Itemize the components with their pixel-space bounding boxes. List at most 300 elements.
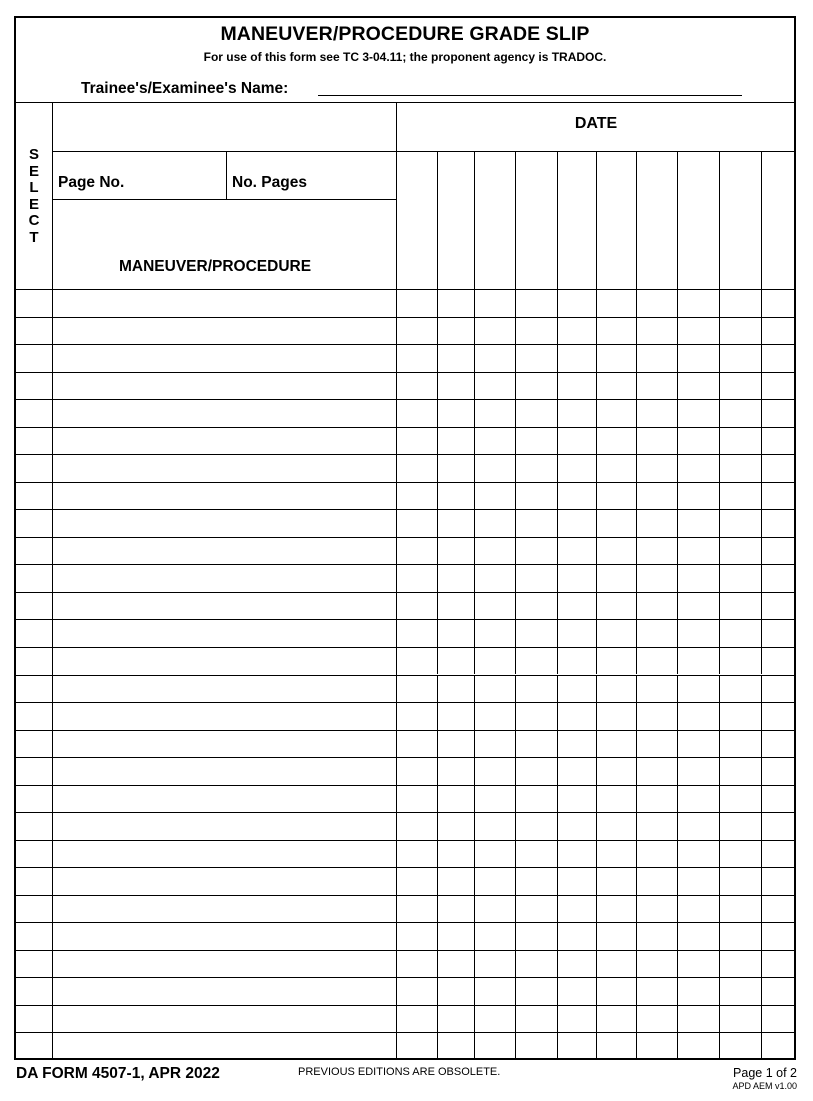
grade-cell[interactable] bbox=[396, 345, 437, 372]
select-cell[interactable] bbox=[16, 676, 52, 703]
grade-cell[interactable] bbox=[557, 703, 596, 730]
grade-cell[interactable] bbox=[437, 786, 474, 813]
grade-cell[interactable] bbox=[636, 593, 677, 620]
grade-cell[interactable] bbox=[437, 978, 474, 1005]
grade-cell[interactable] bbox=[719, 731, 761, 758]
grade-cell[interactable] bbox=[719, 703, 761, 730]
grade-cell[interactable] bbox=[761, 951, 796, 978]
grade-cell[interactable] bbox=[557, 483, 596, 510]
grade-cell[interactable] bbox=[396, 841, 437, 868]
grade-cell[interactable] bbox=[719, 923, 761, 950]
grade-cell[interactable] bbox=[474, 289, 515, 317]
select-cell[interactable] bbox=[16, 400, 52, 427]
grade-cell[interactable] bbox=[437, 565, 474, 592]
grade-cell[interactable] bbox=[437, 345, 474, 372]
grade-cell[interactable] bbox=[677, 703, 719, 730]
grade-cell[interactable] bbox=[761, 345, 796, 372]
grade-cell[interactable] bbox=[761, 318, 796, 345]
grade-cell[interactable] bbox=[636, 565, 677, 592]
maneuver-cell[interactable] bbox=[53, 648, 396, 675]
select-cell[interactable] bbox=[16, 868, 52, 895]
grade-cell[interactable] bbox=[636, 868, 677, 895]
grade-cell[interactable] bbox=[515, 951, 557, 978]
grade-cell[interactable] bbox=[515, 978, 557, 1005]
grade-cell[interactable] bbox=[474, 813, 515, 840]
grade-cell[interactable] bbox=[596, 1033, 636, 1060]
grade-cell[interactable] bbox=[396, 373, 437, 400]
grade-cell[interactable] bbox=[515, 841, 557, 868]
maneuver-cell[interactable] bbox=[53, 1006, 396, 1033]
grade-cell[interactable] bbox=[474, 868, 515, 895]
maneuver-cell[interactable] bbox=[53, 841, 396, 868]
grade-cell[interactable] bbox=[557, 400, 596, 427]
grade-cell[interactable] bbox=[557, 758, 596, 785]
grade-cell[interactable] bbox=[636, 841, 677, 868]
grade-cell[interactable] bbox=[515, 648, 557, 675]
grade-cell[interactable] bbox=[437, 868, 474, 895]
grade-cell[interactable] bbox=[515, 813, 557, 840]
grade-cell[interactable] bbox=[396, 620, 437, 647]
grade-cell[interactable] bbox=[596, 428, 636, 455]
grade-cell[interactable] bbox=[437, 289, 474, 317]
grade-cell[interactable] bbox=[719, 510, 761, 537]
grade-cell[interactable] bbox=[474, 318, 515, 345]
select-cell[interactable] bbox=[16, 483, 52, 510]
select-cell[interactable] bbox=[16, 428, 52, 455]
select-cell[interactable] bbox=[16, 1033, 52, 1060]
maneuver-cell[interactable] bbox=[53, 813, 396, 840]
select-cell[interactable] bbox=[16, 703, 52, 730]
select-cell[interactable] bbox=[16, 345, 52, 372]
grade-cell[interactable] bbox=[437, 593, 474, 620]
grade-cell[interactable] bbox=[596, 841, 636, 868]
grade-cell[interactable] bbox=[677, 1033, 719, 1060]
grade-cell[interactable] bbox=[557, 289, 596, 317]
grade-cell[interactable] bbox=[396, 318, 437, 345]
grade-cell[interactable] bbox=[636, 318, 677, 345]
grade-cell[interactable] bbox=[396, 868, 437, 895]
grade-cell[interactable] bbox=[677, 868, 719, 895]
grade-cell[interactable] bbox=[719, 538, 761, 565]
trainee-name-field[interactable] bbox=[318, 95, 742, 96]
grade-cell[interactable] bbox=[557, 373, 596, 400]
grade-cell[interactable] bbox=[557, 786, 596, 813]
grade-cell[interactable] bbox=[557, 345, 596, 372]
grade-cell[interactable] bbox=[396, 483, 437, 510]
grade-cell[interactable] bbox=[557, 318, 596, 345]
grade-cell[interactable] bbox=[677, 951, 719, 978]
grade-cell[interactable] bbox=[474, 1006, 515, 1033]
grade-cell[interactable] bbox=[636, 1006, 677, 1033]
grade-cell[interactable] bbox=[719, 676, 761, 703]
grade-cell[interactable] bbox=[719, 373, 761, 400]
grade-cell[interactable] bbox=[596, 648, 636, 675]
grade-cell[interactable] bbox=[761, 483, 796, 510]
grade-cell[interactable] bbox=[636, 758, 677, 785]
grade-cell[interactable] bbox=[557, 868, 596, 895]
grade-cell[interactable] bbox=[515, 593, 557, 620]
grade-cell[interactable] bbox=[557, 428, 596, 455]
grade-cell[interactable] bbox=[677, 648, 719, 675]
grade-cell[interactable] bbox=[636, 538, 677, 565]
grade-cell[interactable] bbox=[761, 978, 796, 1005]
grade-cell[interactable] bbox=[474, 400, 515, 427]
grade-cell[interactable] bbox=[636, 620, 677, 647]
select-cell[interactable] bbox=[16, 565, 52, 592]
select-cell[interactable] bbox=[16, 786, 52, 813]
grade-cell[interactable] bbox=[677, 373, 719, 400]
grade-cell[interactable] bbox=[636, 289, 677, 317]
grade-cell[interactable] bbox=[515, 455, 557, 482]
grade-cell[interactable] bbox=[719, 483, 761, 510]
grade-cell[interactable] bbox=[437, 620, 474, 647]
grade-cell[interactable] bbox=[596, 1006, 636, 1033]
grade-cell[interactable] bbox=[437, 1006, 474, 1033]
grade-cell[interactable] bbox=[636, 648, 677, 675]
grade-cell[interactable] bbox=[515, 896, 557, 923]
grade-cell[interactable] bbox=[719, 951, 761, 978]
grade-cell[interactable] bbox=[677, 731, 719, 758]
grade-cell[interactable] bbox=[437, 455, 474, 482]
grade-cell[interactable] bbox=[474, 731, 515, 758]
grade-cell[interactable] bbox=[596, 373, 636, 400]
grade-cell[interactable] bbox=[474, 951, 515, 978]
grade-cell[interactable] bbox=[396, 593, 437, 620]
grade-cell[interactable] bbox=[515, 758, 557, 785]
grade-cell[interactable] bbox=[437, 510, 474, 537]
grade-cell[interactable] bbox=[761, 289, 796, 317]
grade-cell[interactable] bbox=[761, 703, 796, 730]
grade-cell[interactable] bbox=[515, 1033, 557, 1060]
grade-cell[interactable] bbox=[677, 593, 719, 620]
grade-cell[interactable] bbox=[396, 731, 437, 758]
grade-cell[interactable] bbox=[677, 565, 719, 592]
grade-cell[interactable] bbox=[396, 648, 437, 675]
grade-cell[interactable] bbox=[596, 593, 636, 620]
grade-cell[interactable] bbox=[474, 896, 515, 923]
grade-cell[interactable] bbox=[596, 289, 636, 317]
grade-cell[interactable] bbox=[474, 565, 515, 592]
grade-cell[interactable] bbox=[474, 345, 515, 372]
grade-cell[interactable] bbox=[396, 400, 437, 427]
grade-cell[interactable] bbox=[636, 510, 677, 537]
grade-cell[interactable] bbox=[761, 896, 796, 923]
grade-cell[interactable] bbox=[474, 510, 515, 537]
grade-cell[interactable] bbox=[437, 400, 474, 427]
grade-cell[interactable] bbox=[719, 289, 761, 317]
grade-cell[interactable] bbox=[515, 289, 557, 317]
grade-cell[interactable] bbox=[596, 620, 636, 647]
grade-cell[interactable] bbox=[396, 978, 437, 1005]
grade-cell[interactable] bbox=[596, 538, 636, 565]
grade-cell[interactable] bbox=[437, 951, 474, 978]
grade-cell[interactable] bbox=[719, 841, 761, 868]
grade-cell[interactable] bbox=[677, 318, 719, 345]
grade-cell[interactable] bbox=[396, 703, 437, 730]
grade-cell[interactable] bbox=[396, 538, 437, 565]
grade-cell[interactable] bbox=[557, 455, 596, 482]
maneuver-cell[interactable] bbox=[53, 868, 396, 895]
grade-cell[interactable] bbox=[677, 923, 719, 950]
grade-cell[interactable] bbox=[437, 813, 474, 840]
maneuver-cell[interactable] bbox=[53, 289, 396, 317]
grade-cell[interactable] bbox=[677, 676, 719, 703]
grade-cell[interactable] bbox=[677, 758, 719, 785]
select-cell[interactable] bbox=[16, 923, 52, 950]
grade-cell[interactable] bbox=[677, 345, 719, 372]
maneuver-cell[interactable] bbox=[53, 455, 396, 482]
grade-cell[interactable] bbox=[596, 676, 636, 703]
maneuver-cell[interactable] bbox=[53, 731, 396, 758]
select-cell[interactable] bbox=[16, 593, 52, 620]
grade-cell[interactable] bbox=[596, 565, 636, 592]
grade-cell[interactable] bbox=[474, 676, 515, 703]
grade-cell[interactable] bbox=[761, 1033, 796, 1060]
grade-cell[interactable] bbox=[636, 951, 677, 978]
grade-cell[interactable] bbox=[761, 428, 796, 455]
select-cell[interactable] bbox=[16, 813, 52, 840]
grade-cell[interactable] bbox=[515, 538, 557, 565]
grade-cell[interactable] bbox=[761, 786, 796, 813]
grade-cell[interactable] bbox=[719, 565, 761, 592]
grade-cell[interactable] bbox=[761, 676, 796, 703]
grade-cell[interactable] bbox=[719, 648, 761, 675]
grade-cell[interactable] bbox=[515, 565, 557, 592]
grade-cell[interactable] bbox=[437, 428, 474, 455]
grade-cell[interactable] bbox=[761, 813, 796, 840]
maneuver-cell[interactable] bbox=[53, 483, 396, 510]
grade-cell[interactable] bbox=[396, 758, 437, 785]
maneuver-cell[interactable] bbox=[53, 345, 396, 372]
grade-cell[interactable] bbox=[437, 758, 474, 785]
grade-cell[interactable] bbox=[557, 731, 596, 758]
grade-cell[interactable] bbox=[761, 400, 796, 427]
grade-cell[interactable] bbox=[515, 483, 557, 510]
maneuver-cell[interactable] bbox=[53, 318, 396, 345]
grade-cell[interactable] bbox=[719, 1006, 761, 1033]
grade-cell[interactable] bbox=[557, 593, 596, 620]
grade-cell[interactable] bbox=[474, 758, 515, 785]
grade-cell[interactable] bbox=[719, 758, 761, 785]
grade-cell[interactable] bbox=[396, 428, 437, 455]
grade-cell[interactable] bbox=[719, 593, 761, 620]
grade-cell[interactable] bbox=[677, 1006, 719, 1033]
grade-cell[interactable] bbox=[761, 593, 796, 620]
grade-cell[interactable] bbox=[515, 373, 557, 400]
grade-cell[interactable] bbox=[474, 841, 515, 868]
grade-cell[interactable] bbox=[636, 373, 677, 400]
maneuver-cell[interactable] bbox=[53, 951, 396, 978]
grade-cell[interactable] bbox=[636, 813, 677, 840]
grade-cell[interactable] bbox=[636, 428, 677, 455]
grade-cell[interactable] bbox=[636, 978, 677, 1005]
grade-cell[interactable] bbox=[761, 1006, 796, 1033]
grade-cell[interactable] bbox=[636, 1033, 677, 1060]
grade-cell[interactable] bbox=[557, 648, 596, 675]
grade-cell[interactable] bbox=[719, 318, 761, 345]
grade-cell[interactable] bbox=[719, 428, 761, 455]
grade-cell[interactable] bbox=[596, 923, 636, 950]
maneuver-cell[interactable] bbox=[53, 896, 396, 923]
grade-cell[interactable] bbox=[596, 483, 636, 510]
grade-cell[interactable] bbox=[396, 951, 437, 978]
grade-cell[interactable] bbox=[677, 841, 719, 868]
grade-cell[interactable] bbox=[396, 923, 437, 950]
grade-cell[interactable] bbox=[557, 896, 596, 923]
grade-cell[interactable] bbox=[596, 731, 636, 758]
grade-cell[interactable] bbox=[515, 676, 557, 703]
grade-cell[interactable] bbox=[557, 510, 596, 537]
grade-cell[interactable] bbox=[636, 703, 677, 730]
maneuver-cell[interactable] bbox=[53, 428, 396, 455]
grade-cell[interactable] bbox=[596, 345, 636, 372]
grade-cell[interactable] bbox=[677, 428, 719, 455]
grade-cell[interactable] bbox=[474, 978, 515, 1005]
grade-cell[interactable] bbox=[761, 565, 796, 592]
grade-cell[interactable] bbox=[474, 703, 515, 730]
maneuver-cell[interactable] bbox=[53, 593, 396, 620]
grade-cell[interactable] bbox=[719, 978, 761, 1005]
grade-cell[interactable] bbox=[761, 620, 796, 647]
grade-cell[interactable] bbox=[636, 455, 677, 482]
maneuver-cell[interactable] bbox=[53, 620, 396, 647]
grade-cell[interactable] bbox=[596, 510, 636, 537]
grade-cell[interactable] bbox=[515, 1006, 557, 1033]
grade-cell[interactable] bbox=[515, 786, 557, 813]
grade-cell[interactable] bbox=[719, 786, 761, 813]
grade-cell[interactable] bbox=[636, 896, 677, 923]
select-cell[interactable] bbox=[16, 455, 52, 482]
grade-cell[interactable] bbox=[761, 373, 796, 400]
grade-cell[interactable] bbox=[761, 731, 796, 758]
grade-cell[interactable] bbox=[719, 620, 761, 647]
grade-cell[interactable] bbox=[474, 923, 515, 950]
grade-cell[interactable] bbox=[677, 786, 719, 813]
select-cell[interactable] bbox=[16, 620, 52, 647]
maneuver-cell[interactable] bbox=[53, 786, 396, 813]
grade-cell[interactable] bbox=[474, 648, 515, 675]
maneuver-cell[interactable] bbox=[53, 703, 396, 730]
grade-cell[interactable] bbox=[474, 483, 515, 510]
grade-cell[interactable] bbox=[761, 648, 796, 675]
grade-cell[interactable] bbox=[596, 786, 636, 813]
grade-cell[interactable] bbox=[636, 923, 677, 950]
grade-cell[interactable] bbox=[677, 978, 719, 1005]
grade-cell[interactable] bbox=[396, 510, 437, 537]
grade-cell[interactable] bbox=[437, 896, 474, 923]
grade-cell[interactable] bbox=[636, 483, 677, 510]
select-cell[interactable] bbox=[16, 758, 52, 785]
select-cell[interactable] bbox=[16, 648, 52, 675]
grade-cell[interactable] bbox=[515, 731, 557, 758]
grade-cell[interactable] bbox=[636, 400, 677, 427]
grade-cell[interactable] bbox=[557, 923, 596, 950]
select-cell[interactable] bbox=[16, 318, 52, 345]
grade-cell[interactable] bbox=[636, 345, 677, 372]
grade-cell[interactable] bbox=[719, 868, 761, 895]
grade-cell[interactable] bbox=[636, 731, 677, 758]
grade-cell[interactable] bbox=[437, 731, 474, 758]
select-cell[interactable] bbox=[16, 538, 52, 565]
grade-cell[interactable] bbox=[557, 978, 596, 1005]
select-cell[interactable] bbox=[16, 951, 52, 978]
grade-cell[interactable] bbox=[761, 923, 796, 950]
select-cell[interactable] bbox=[16, 896, 52, 923]
grade-cell[interactable] bbox=[474, 593, 515, 620]
grade-cell[interactable] bbox=[596, 978, 636, 1005]
select-cell[interactable] bbox=[16, 510, 52, 537]
grade-cell[interactable] bbox=[437, 676, 474, 703]
grade-cell[interactable] bbox=[596, 813, 636, 840]
grade-cell[interactable] bbox=[557, 538, 596, 565]
grade-cell[interactable] bbox=[677, 538, 719, 565]
select-cell[interactable] bbox=[16, 841, 52, 868]
grade-cell[interactable] bbox=[437, 483, 474, 510]
grade-cell[interactable] bbox=[677, 400, 719, 427]
grade-cell[interactable] bbox=[636, 786, 677, 813]
grade-cell[interactable] bbox=[474, 373, 515, 400]
select-cell[interactable] bbox=[16, 1006, 52, 1033]
grade-cell[interactable] bbox=[474, 538, 515, 565]
grade-cell[interactable] bbox=[761, 758, 796, 785]
maneuver-cell[interactable] bbox=[53, 538, 396, 565]
grade-cell[interactable] bbox=[515, 923, 557, 950]
maneuver-cell[interactable] bbox=[53, 565, 396, 592]
maneuver-cell[interactable] bbox=[53, 373, 396, 400]
grade-cell[interactable] bbox=[557, 951, 596, 978]
grade-cell[interactable] bbox=[474, 428, 515, 455]
grade-cell[interactable] bbox=[557, 841, 596, 868]
select-cell[interactable] bbox=[16, 978, 52, 1005]
grade-cell[interactable] bbox=[557, 1033, 596, 1060]
grade-cell[interactable] bbox=[474, 620, 515, 647]
grade-cell[interactable] bbox=[396, 289, 437, 317]
maneuver-cell[interactable] bbox=[53, 400, 396, 427]
grade-cell[interactable] bbox=[596, 868, 636, 895]
grade-cell[interactable] bbox=[596, 703, 636, 730]
maneuver-cell[interactable] bbox=[53, 510, 396, 537]
grade-cell[interactable] bbox=[761, 841, 796, 868]
grade-cell[interactable] bbox=[515, 345, 557, 372]
grade-cell[interactable] bbox=[515, 620, 557, 647]
select-cell[interactable] bbox=[16, 373, 52, 400]
grade-cell[interactable] bbox=[677, 896, 719, 923]
grade-cell[interactable] bbox=[515, 703, 557, 730]
grade-cell[interactable] bbox=[557, 1006, 596, 1033]
grade-cell[interactable] bbox=[396, 896, 437, 923]
grade-cell[interactable] bbox=[557, 676, 596, 703]
grade-cell[interactable] bbox=[437, 538, 474, 565]
grade-cell[interactable] bbox=[474, 1033, 515, 1060]
grade-cell[interactable] bbox=[677, 455, 719, 482]
maneuver-cell[interactable] bbox=[53, 1033, 396, 1060]
grade-cell[interactable] bbox=[677, 510, 719, 537]
grade-cell[interactable] bbox=[515, 400, 557, 427]
grade-cell[interactable] bbox=[596, 318, 636, 345]
grade-cell[interactable] bbox=[596, 951, 636, 978]
grade-cell[interactable] bbox=[515, 868, 557, 895]
maneuver-cell[interactable] bbox=[53, 758, 396, 785]
grade-cell[interactable] bbox=[396, 1033, 437, 1060]
grade-cell[interactable] bbox=[396, 786, 437, 813]
grade-cell[interactable] bbox=[719, 813, 761, 840]
grade-cell[interactable] bbox=[396, 813, 437, 840]
grade-cell[interactable] bbox=[596, 455, 636, 482]
grade-cell[interactable] bbox=[396, 1006, 437, 1033]
grade-cell[interactable] bbox=[761, 538, 796, 565]
grade-cell[interactable] bbox=[437, 923, 474, 950]
grade-cell[interactable] bbox=[437, 1033, 474, 1060]
